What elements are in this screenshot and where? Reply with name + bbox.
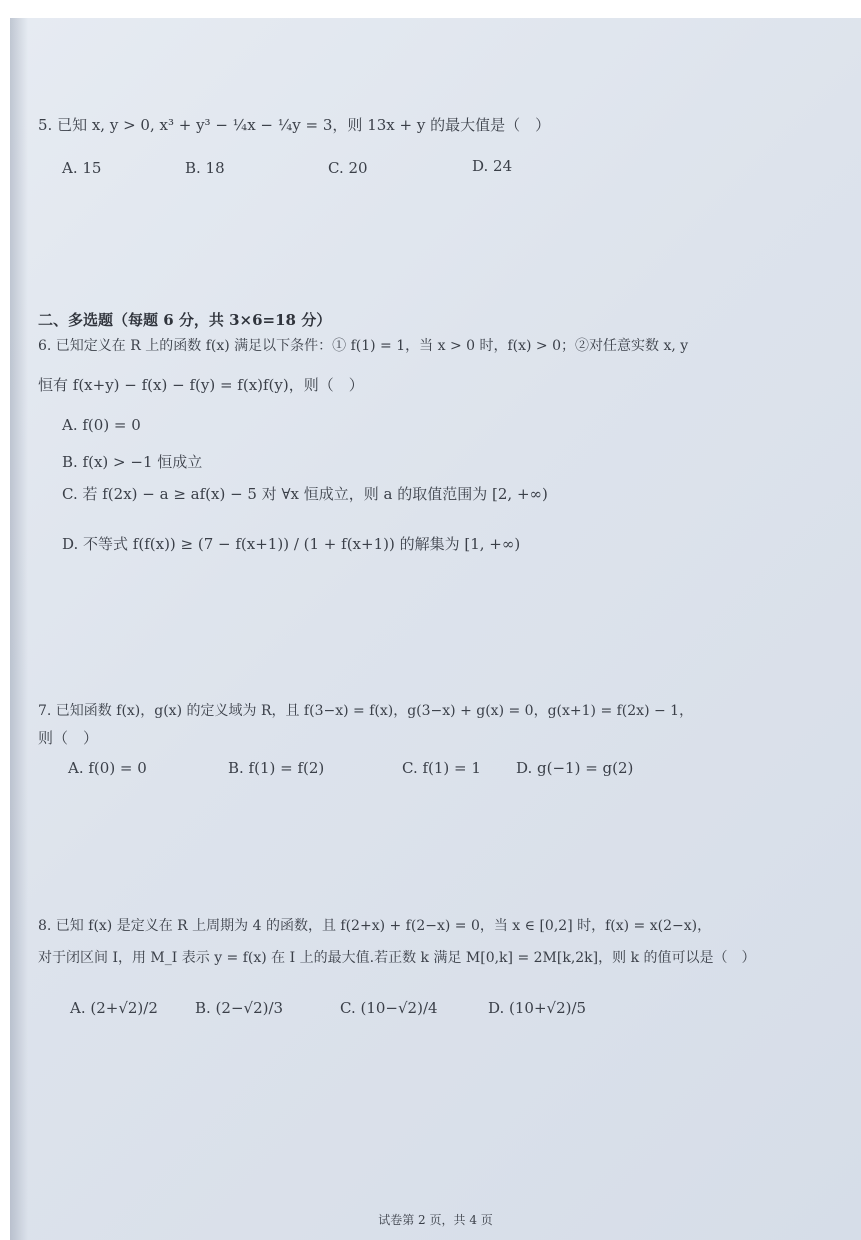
q5-stem: 5. 已知 x, y > 0, x³ + y³ − ¼x − ¼y = 3，则 13x + y 的最大值是（ ） bbox=[38, 116, 551, 134]
q8-option-b: B. (2−√2)/3 bbox=[195, 999, 284, 1017]
q6-option-a: A. f(0) = 0 bbox=[62, 416, 141, 434]
q5-option-d: D. 24 bbox=[472, 157, 513, 175]
q6-option-c: C. 若 f(2x) − a ≥ af(x) − 5 对 ∀x 恒成立，则 a 的取值范围为 [2, +∞) bbox=[62, 485, 548, 503]
q6-option-b: B. f(x) > −1 恒成立 bbox=[62, 453, 203, 471]
q7-option-b: B. f(1) = f(2) bbox=[228, 759, 325, 777]
section-heading: 二、多选题（每题 6 分，共 3×6=18 分） bbox=[38, 311, 332, 329]
q8-line2: 对于闭区间 I，用 M_I 表示 y = f(x) 在 I 上的最大值.若正数 k 满足 M[0,k] = 2M[k,2k]，则 k 的值可以是（ ） bbox=[38, 950, 756, 966]
q6-line2: 恒有 f(x+y) − f(x) − f(y) = f(x)f(y)，则（ ） bbox=[38, 376, 364, 394]
q8-option-c: C. (10−√2)/4 bbox=[340, 999, 438, 1017]
q7-line2: 则（ ） bbox=[38, 729, 99, 747]
q8-line1: 8. 已知 f(x) 是定义在 R 上周期为 4 的函数，且 f(2+x) + f(2−x) = 0，当 x ∈ [0,2] 时，f(x) = x(2−x)， bbox=[38, 918, 712, 934]
q7-option-d: D. g(−1) = g(2) bbox=[516, 759, 634, 777]
q5-option-c: C. 20 bbox=[328, 159, 368, 177]
q7-line1: 7. 已知函数 f(x)，g(x) 的定义域为 R，且 f(3−x) = f(x)，g(3−x) + g(x) = 0，g(x+1) = f(2x) − 1， bbox=[38, 703, 694, 719]
q8-option-d: D. (10+√2)/5 bbox=[488, 999, 587, 1017]
page-footer: 试卷第 2 页，共 4 页 bbox=[378, 1213, 493, 1227]
q7-option-c: C. f(1) = 1 bbox=[402, 759, 481, 777]
exam-page bbox=[10, 18, 861, 1240]
q5-option-a: A. 15 bbox=[62, 159, 102, 177]
q5-option-b: B. 18 bbox=[185, 159, 225, 177]
q8-option-a: A. (2+√2)/2 bbox=[70, 999, 158, 1017]
q6-line1: 6. 已知定义在 R 上的函数 f(x) 满足以下条件：① f(1) = 1，当 x > 0 时，f(x) > 0；②对任意实数 x, y bbox=[38, 338, 689, 354]
q6-option-d: D. 不等式 f(f(x)) ≥ (7 − f(x+1)) / (1 + f(x+1)) 的解集为 [1, +∞) bbox=[62, 535, 521, 553]
q7-option-a: A. f(0) = 0 bbox=[68, 759, 147, 777]
